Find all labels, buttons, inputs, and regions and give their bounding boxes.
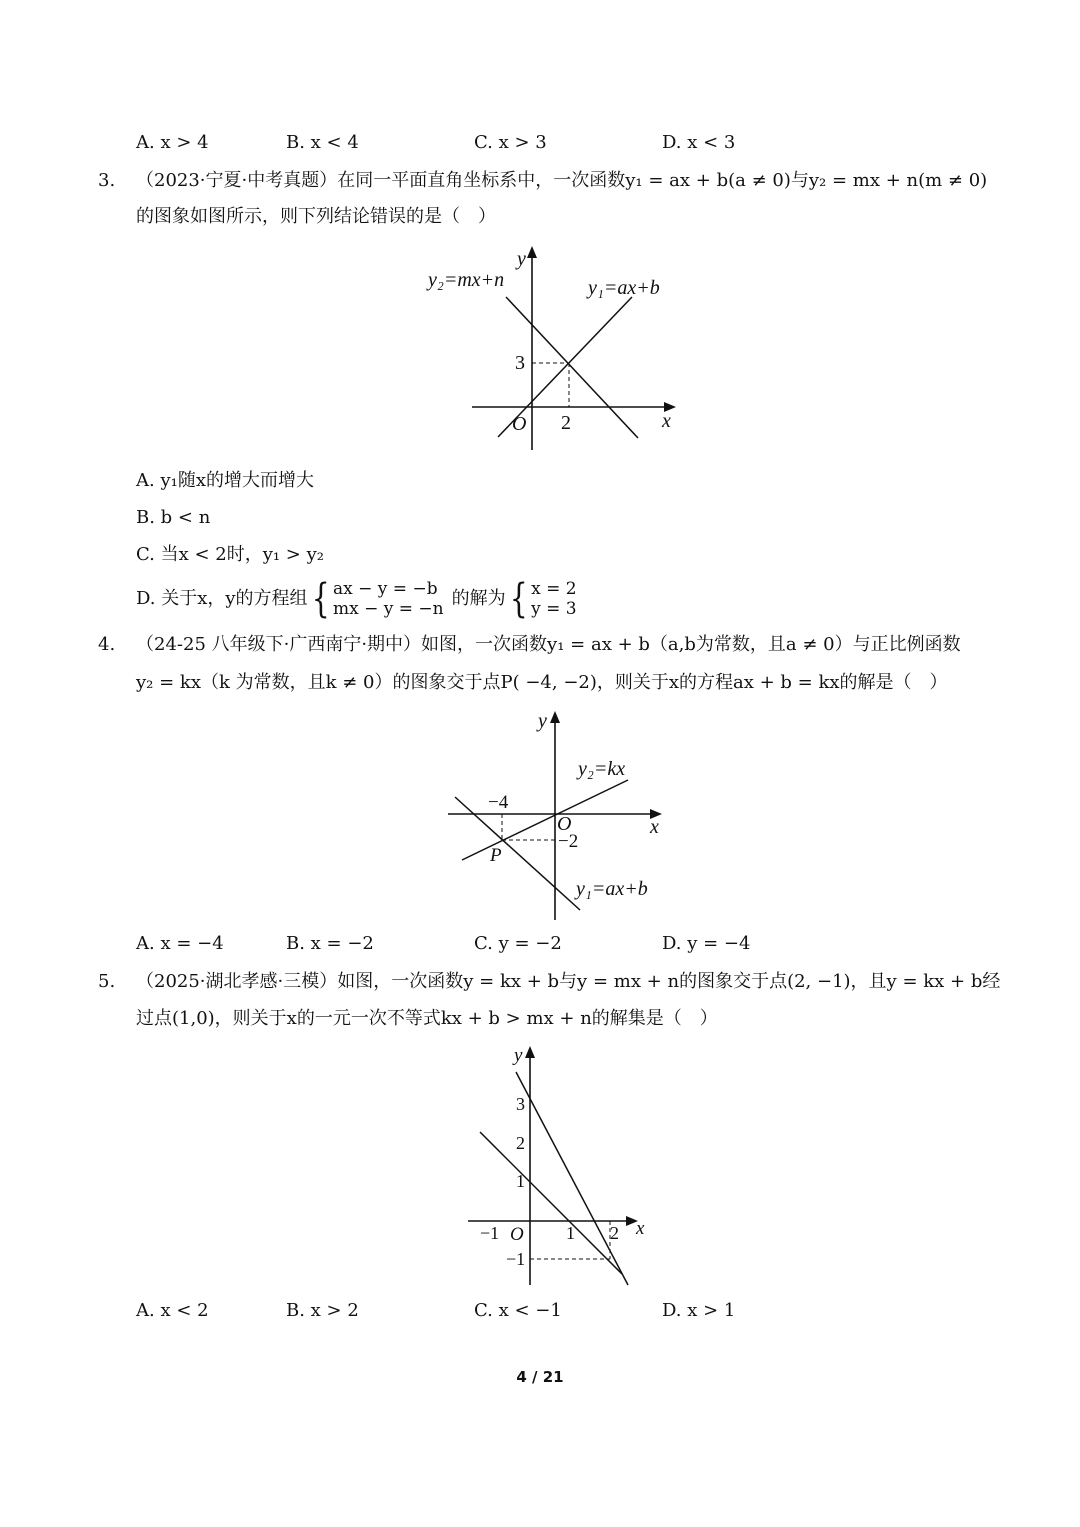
q3-option-d-prefix: D. 关于x，y的方程组: [136, 588, 308, 609]
q3-figure: [420, 240, 690, 455]
q5-option-c: C. x < −1: [474, 1300, 562, 1321]
q2-option-c: C. x > 3: [474, 132, 547, 153]
q3-eq1: ax − y = −b: [333, 579, 438, 599]
q5-stem-line2: 过点(1,0)，则关于x的一元一次不等式kx + b > mx + n的解集是（ ）: [136, 1008, 718, 1029]
q3-tick-3: 3: [515, 352, 525, 374]
q2-option-d: D. x < 3: [662, 132, 736, 153]
q3-tick-2: 2: [561, 412, 571, 434]
q5-y-arrow: [525, 1046, 535, 1058]
q3-brace-left: {: [311, 576, 330, 622]
q4-number: 4.: [98, 634, 116, 655]
q3-eq2: mx − y = −n: [333, 599, 444, 619]
q3-sol1: x = 2: [531, 579, 577, 599]
q5-ytick-2: 2: [516, 1133, 525, 1153]
q4-line-y2: [462, 780, 628, 860]
q3-number: 3.: [98, 170, 116, 191]
q3-label-y1: y₁=ax+b: [588, 277, 660, 299]
q4-label-y2: y₂=kx: [578, 758, 626, 780]
q3-brace-right: {: [509, 576, 528, 622]
q5-ytick-3: 3: [516, 1094, 525, 1114]
q4-stem-line2: y₂ = kx（k 为常数，且k ≠ 0）的图象交于点P( −4, −2)，则关于x的方程ax + b = kx的解是（ ）: [136, 672, 948, 693]
q3-option-d-mid: 的解为: [451, 588, 506, 609]
q3-solution: [531, 579, 576, 619]
q4-tick-neg4: −4: [488, 792, 509, 813]
q3-y-arrow: [527, 246, 537, 258]
q4-option-d: D. y = −4: [662, 933, 751, 954]
q4-label-y1: y₁=ax+b: [576, 878, 648, 900]
q4-x-label: x: [650, 816, 659, 838]
q4-stem-line1: （24-25 八年级下·广西南宁·期中）如图，一次函数y₁ = ax + b（a,b为常数，且a ≠ 0）与正比例函数: [136, 634, 961, 655]
q5-ytick-1: 1: [516, 1171, 525, 1191]
q3-label-y2: y₂=mx+n: [428, 269, 505, 291]
q5-number: 5.: [98, 971, 116, 992]
q3-stem-line1: （2023·宁夏·中考真题）在同一平面直角坐标系中，一次函数y₁ = ax + b(a ≠ 0)与y₂ = mx + n(m ≠ 0): [136, 170, 988, 191]
q3-option-d: [136, 578, 577, 620]
q4-figure: [440, 705, 680, 925]
q4-tick-neg2: −2: [558, 831, 579, 852]
q3-option-b: B. b < n: [136, 507, 211, 528]
q5-stem-line1: （2025·湖北孝感·三模）如图，一次函数y = kx + b与y = mx + n的图象交于点(2, −1)，且y = kx + b经: [136, 971, 1001, 992]
q5-ytick-neg1: −1: [506, 1249, 526, 1269]
q5-option-a: A. x < 2: [136, 1300, 209, 1321]
q2-option-a: A. x > 4: [136, 132, 209, 153]
q5-xtick-2: 2: [610, 1223, 619, 1243]
q5-xtick-1: 1: [566, 1223, 575, 1243]
q3-x-label: x: [662, 410, 671, 432]
q4-point-p: P: [490, 845, 502, 866]
q5-line-shallow: [480, 1132, 622, 1274]
q5-origin-label: O: [510, 1224, 524, 1245]
q3-sol2: y = 3: [531, 599, 577, 619]
q5-line-steep: [516, 1072, 628, 1285]
q3-option-c: C. 当x < 2时，y₁ > y₂: [136, 544, 324, 565]
q3-option-a: A. y₁随x的增大而增大: [136, 470, 314, 491]
q4-option-b: B. x = −2: [286, 933, 374, 954]
q5-xtick-neg1: −1: [480, 1223, 500, 1243]
q4-option-a: A. x = −4: [136, 933, 224, 954]
q4-y-label: y: [538, 710, 547, 732]
q3-system: [333, 579, 444, 619]
q4-y-arrow: [550, 711, 560, 723]
q3-stem-line2: 的图象如图所示，则下列结论错误的是（ ）: [136, 206, 496, 227]
q4-origin-label: O: [557, 813, 572, 835]
q4-option-c: C. y = −2: [474, 933, 562, 954]
q2-option-b: B. x < 4: [286, 132, 359, 153]
q5-option-d: D. x > 1: [662, 1300, 736, 1321]
q3-origin-label: O: [512, 413, 527, 435]
q3-y-label: y: [517, 248, 526, 270]
q5-figure: [460, 1040, 660, 1290]
page-number: 4 / 21: [516, 1368, 564, 1386]
q5-y-label: y: [514, 1045, 523, 1066]
q5-x-label: x: [636, 1218, 645, 1239]
q5-option-b: B. x > 2: [286, 1300, 359, 1321]
